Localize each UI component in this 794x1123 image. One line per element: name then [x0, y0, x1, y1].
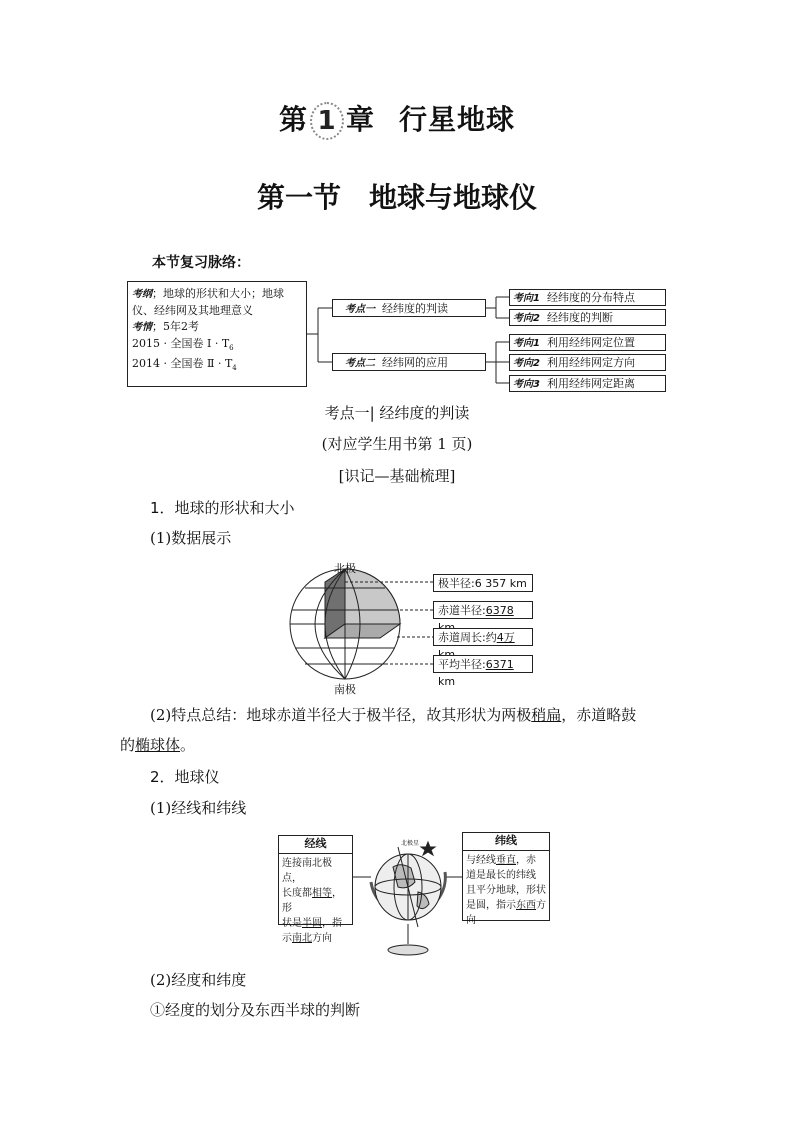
point-1-box: 考点一 经纬度的判读: [332, 299, 486, 317]
chapter-number: 1: [310, 102, 344, 140]
outline-line4: 2014 · 全国卷 Ⅱ · $T_4$: [132, 357, 237, 373]
chapter-suffix: 章: [345, 103, 375, 136]
point-heading: 考点一| 经纬度的判读: [324, 404, 470, 422]
meridian-text: 连接南北极点， 长度都相等，形 状是半圆，指 示南北方向: [282, 858, 342, 944]
meridian-title: 经线: [279, 836, 352, 854]
direction-5-box: 考向3 利用经纬网定距离: [509, 375, 666, 392]
polar-radius-box: 极半径:6 357 km: [433, 574, 533, 592]
s2-sub2: (2)经度和纬度: [150, 971, 247, 989]
direction-1-box: 考向1 经纬度的分布特点: [509, 289, 666, 306]
direction-3-box: 考向1 利用经纬网定位置: [509, 334, 666, 351]
parallel-box: [462, 832, 550, 926]
direction-4-box: 考向2 利用经纬网定方向: [509, 354, 666, 371]
s1-sub2-line1: (2)特点总结：地球赤道半径大于极半径，故其形状为两极稍扁，赤道略鼓: [150, 706, 637, 724]
equator-circumference-box: 赤道周长:约4万: [433, 628, 533, 646]
outline-line1: 考纲；地球的形状和大小；地球仪、经纬网及其地理意义: [132, 287, 284, 317]
memory-tag: [识记—基础梳理]: [338, 467, 456, 485]
book-ref: (对应学生用书第 1 页): [321, 435, 473, 453]
mean-radius-box: 平均半径:6371 km: [433, 655, 533, 673]
parallel-title: 纬线: [463, 833, 549, 851]
parallel-text: 与经线垂直，赤 道是最长的纬线 且平分地球，形状 是圆，指示东西方向: [466, 855, 546, 926]
s1-sub2-line2: 的椭球体。: [120, 736, 196, 754]
pole-star-label: 北极星: [401, 840, 420, 847]
meridian-box: [278, 835, 353, 944]
s1-sub1: (1)数据展示: [150, 529, 232, 547]
s2-sub2-1: ①经度的划分及东西半球的判断: [150, 1001, 361, 1019]
s1-title: 1．地球的形状和大小: [150, 499, 295, 517]
south-pole-label: 南极: [334, 683, 356, 696]
review-label: 本节复习脉络：: [152, 255, 250, 271]
outline-line2: 考情；5年2考: [132, 320, 199, 333]
s2-sub1: (1)经线和纬线: [150, 799, 247, 817]
direction-2-box: 考向2 经纬度的判断: [509, 309, 666, 326]
equatorial-radius-box: 赤道半径:6378: [433, 601, 533, 619]
s2-title: 2．地球仪: [150, 768, 220, 786]
chapter-prefix: 第: [278, 103, 308, 136]
chapter-name: 行星地球: [399, 103, 516, 136]
north-pole-label: 北极: [334, 562, 356, 575]
section-title: 第一节 地球与地球仪: [256, 181, 537, 214]
outline-line3: 2015 · 全国卷 Ⅰ · $T_6$: [132, 337, 234, 353]
globe-diagram: [353, 832, 463, 962]
point-2-box: 考点二 经纬网的应用: [332, 353, 486, 371]
